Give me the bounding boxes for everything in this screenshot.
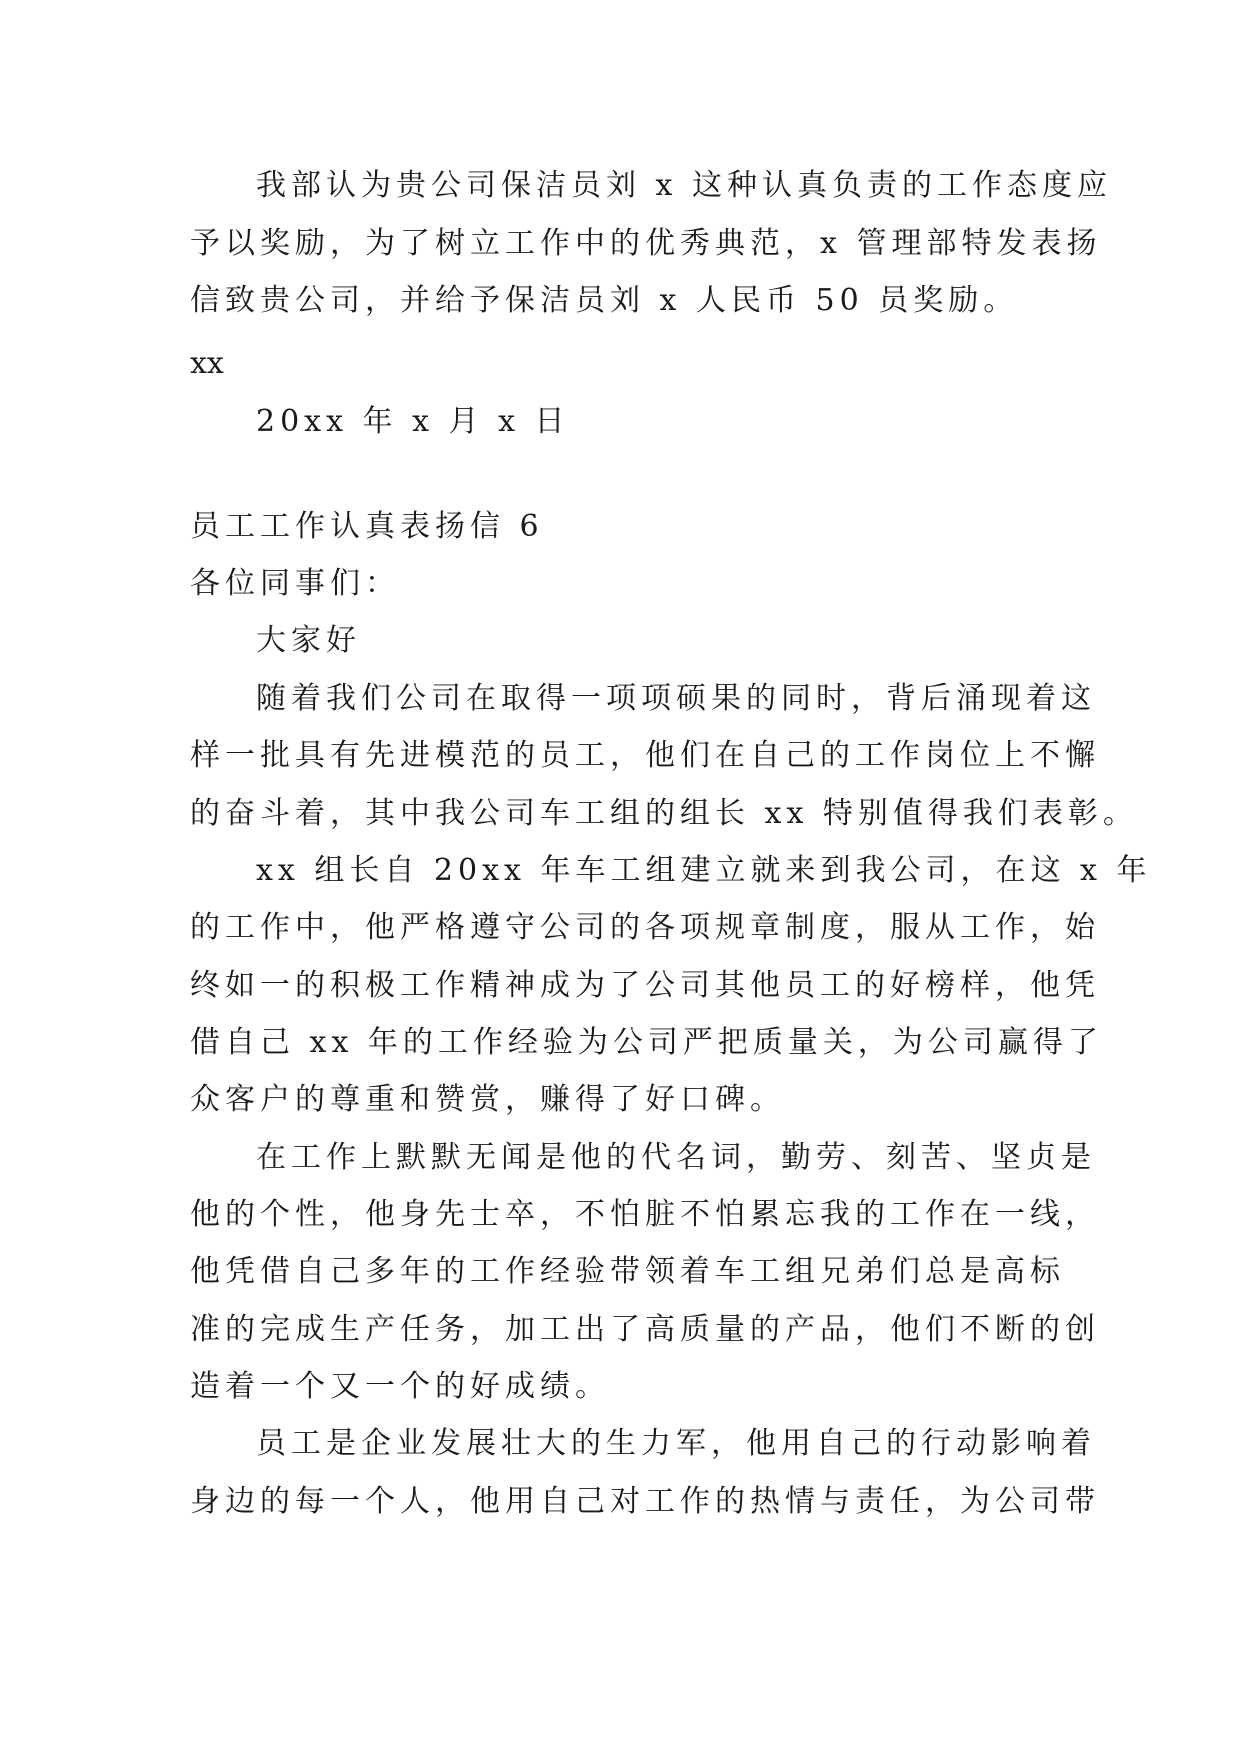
paragraph-line: 准的完成生产任务，加工出了高质量的产品，他们不断的创 — [190, 1312, 1100, 1347]
paragraph-line: 员工是企业发展壮大的生力军，他用自己的行动影响着 — [256, 1426, 1096, 1461]
paragraph-line: xx 组长自 20xx 年车工组建立就来到我公司，在这 x 年 — [256, 853, 1152, 888]
paragraph-line: 的工作中，他严格遵守公司的各项规章制度，服从工作，始 — [190, 910, 1100, 945]
paragraph-line: 在工作上默默无闻是他的代名词，勤劳、刻苦、坚贞是 — [256, 1140, 1096, 1175]
salutation: 各位同事们： — [190, 566, 400, 601]
paragraph-line: 的奋斗着，其中我公司车工组的组长 xx 特别值得我们表彰。 — [190, 796, 1138, 831]
section-title: 员工工作认真表扬信 6 — [190, 509, 544, 544]
paragraph-line: 他凭借自己多年的工作经验带领着车工组兄弟们总是高标 — [190, 1254, 1065, 1289]
paragraph-line: 众客户的尊重和赞赏，赚得了好口碑。 — [190, 1082, 785, 1117]
paragraph-line: 我部认为贵公司保洁员刘 x 这种认真负责的工作态度应 — [256, 168, 1112, 203]
paragraph-line: 样一批具有先进模范的员工，他们在自己的工作岗位上不懈 — [190, 738, 1100, 773]
paragraph-line: 予以奖励，为了树立工作中的优秀典范，x 管理部特发表扬 — [190, 226, 1102, 261]
paragraph-line: 造着一个又一个的好成绩。 — [190, 1369, 610, 1404]
paragraph-line: 他的个性，他身先士卒，不怕脏不怕累忘我的工作在一线， — [190, 1197, 1100, 1232]
greeting: 大家好 — [256, 623, 361, 658]
paragraph-line: 借自己 xx 年的工作经验为公司严把质量关，为公司赢得了 — [190, 1025, 1103, 1060]
paragraph-line: 信致贵公司，并给予保洁员刘 x 人民币 50 员奖励。 — [190, 283, 1019, 318]
paragraph-line: 终如一的积极工作精神成为了公司其他员工的好榜样，他凭 — [190, 968, 1100, 1003]
signature-date: 20xx 年 x 月 x 日 — [256, 404, 570, 439]
paragraph-line: 身边的每一个人，他用自己对工作的热情与责任，为公司带 — [190, 1484, 1100, 1519]
signature-org: xx — [190, 346, 224, 381]
paragraph-line: 随着我们公司在取得一项项硕果的同时，背后涌现着这 — [256, 681, 1096, 716]
